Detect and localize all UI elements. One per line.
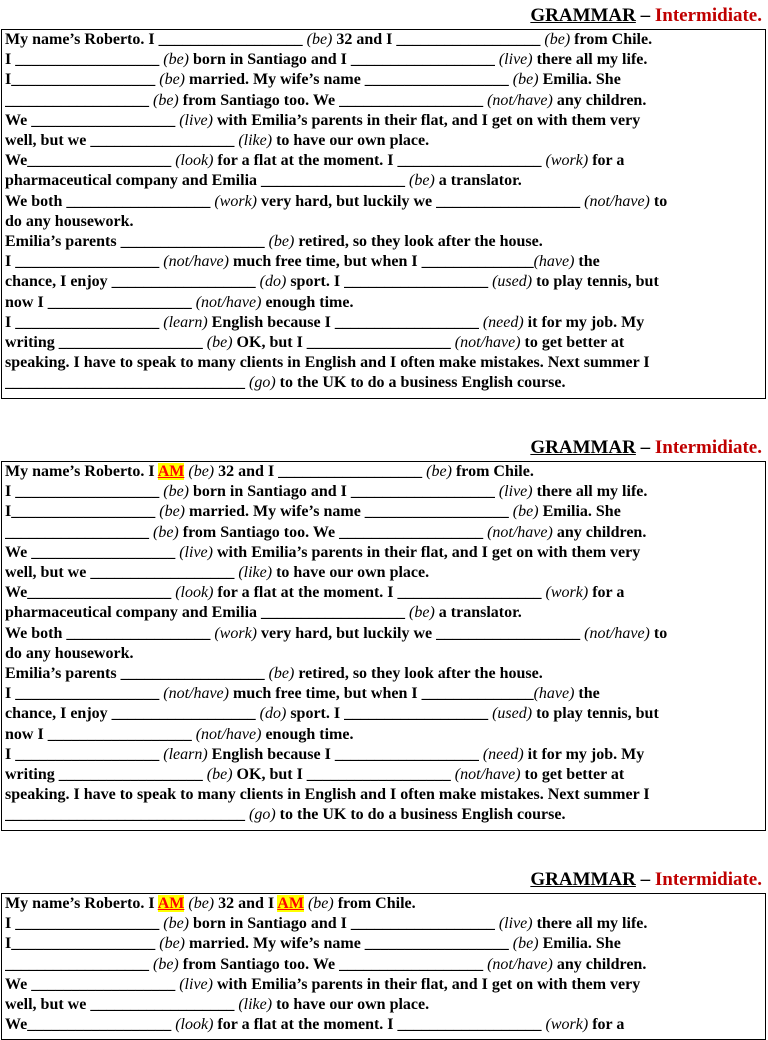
answer-blank: __________________ [66, 624, 215, 642]
verb-hint: (work) [545, 584, 593, 602]
exercise-line: We __________________ (live) with Emilia’s parents in their flat, and I get on with them very [5, 543, 641, 561]
exercise-line: __________________ (be) from Santiago too. We __________________ (not/have) any children. [5, 91, 647, 109]
answer-blank: __________________ [58, 766, 207, 784]
answer-blank: __________________ [350, 51, 499, 69]
exercise-line: now I __________________ (not/have) enough time. [5, 725, 354, 743]
verb-hint: (be) [512, 71, 543, 89]
verb-hint: (be) [206, 766, 237, 784]
exercise-line: writing __________________ (be) OK, but I __________________ (not/have) to get better at [5, 766, 625, 784]
answer-blank: __________________ [5, 523, 153, 541]
header-title: GRAMMAR [530, 5, 636, 26]
verb-hint: (need) [482, 745, 528, 763]
exercise-line: __________________ (be) from Santiago too. We __________________ (not/have) any children. [5, 955, 647, 973]
exercise-line: Emilia’s parents __________________ (be) retired, so they look after the house. [5, 665, 543, 683]
verb-hint: (work) [545, 152, 593, 170]
exercise-line: Emilia’s parents __________________ (be) retired, so they look after the house. [5, 233, 543, 251]
answer-blank: __________________ [15, 253, 164, 271]
answer-blank: __________________ [339, 91, 488, 109]
exercise-line: I__________________ (be) married. My wife’s name __________________ (be) Emilia. She [5, 503, 621, 521]
header-level: Intermidiate. [654, 437, 762, 458]
answer-blank: __________________ [47, 725, 196, 743]
verb-hint: (work) [214, 192, 261, 210]
verb-hint: (learn) [163, 313, 212, 331]
answer-blank: __________________ [11, 71, 160, 89]
verb-hint: (like) [238, 564, 277, 582]
exercise-line: I__________________ (be) married. My wife’s name __________________ (be) Emilia. She [5, 935, 621, 953]
answer-blank: __________________ [5, 91, 153, 109]
answer-highlight: AM [157, 463, 185, 480]
worksheet-header: GRAMMAR – Intermidiate. [530, 869, 762, 890]
answer-blank: __________________ [90, 132, 239, 150]
verb-hint: (have) [533, 253, 579, 271]
verb-hint: (go) [249, 806, 280, 824]
verb-hint: (be) [268, 233, 299, 251]
verb-hint: (be) [163, 51, 193, 69]
answer-blank: __________________ [15, 483, 164, 501]
answer-blank: __________________ [397, 1016, 546, 1034]
answer-blank: __________________ [15, 51, 164, 69]
answer-blank: __________________ [261, 604, 410, 622]
exercise-line: now I __________________ (not/have) enough time. [5, 293, 354, 311]
answer-blank: __________________ [11, 935, 160, 953]
verb-hint: (be) [163, 915, 193, 933]
header-title: GRAMMAR [530, 437, 636, 458]
exercise-line: I __________________ (not/have) much free time, but when I ______________(have) the [5, 685, 600, 703]
answer-blank: __________________ [5, 955, 153, 973]
exercise-line: We __________________ (live) with Emilia’s parents in their flat, and I get on with them very [5, 975, 641, 993]
verb-hint: (be) [409, 604, 439, 622]
verb-hint: (not/have) [454, 766, 525, 784]
exercise-line: I __________________ (not/have) much free time, but when I ______________(have) the [5, 253, 600, 271]
exercise-line: My name’s Roberto. I __________________ (be) 32 and I __________________ (be) from Chile. [5, 31, 653, 48]
header-level: Intermidiate. [654, 5, 762, 26]
verb-hint: (learn) [163, 745, 212, 763]
verb-hint: (look) [175, 1016, 218, 1034]
answer-blank: __________________ [306, 334, 455, 352]
worksheet-answer-2 [0, 867, 768, 1040]
answer-blank: __________________ [15, 745, 164, 763]
verb-hint: (be) [512, 935, 543, 953]
verb-hint: (be) [153, 91, 183, 109]
answer-blank: __________________ [364, 503, 513, 521]
exercise-line: speaking. I have to speak to many clients in English and I often make mistakes. Next summer I [5, 354, 650, 372]
verb-hint: (be) [206, 334, 237, 352]
answer-blank: __________________ [120, 233, 269, 251]
verb-hint: (not/have) [454, 334, 525, 352]
exercise-line: I __________________ (learn) English because I __________________ (need) it for my job. My [5, 745, 645, 763]
answer-blank: __________________ [339, 523, 488, 541]
exercise-line: We__________________ (look) for a flat at the moment. I __________________ (work) for a [5, 584, 625, 602]
verb-hint: (not/have) [584, 192, 654, 210]
answer-blank: __________________ [120, 665, 269, 683]
verb-hint: (have) [533, 685, 579, 703]
answer-blank: __________________ [15, 313, 164, 331]
answer-blank: __________________ [350, 915, 499, 933]
answer-blank: __________________ [278, 463, 427, 480]
answer-blank: __________________ [15, 915, 164, 933]
worksheet-blank [0, 3, 768, 399]
exercise-line: do any housework. [5, 212, 134, 230]
exercise-line: pharmaceutical company and Emilia __________________ (be) a translator. [5, 172, 522, 190]
answer-blank: __________________ [334, 745, 483, 763]
answer-blank: __________________ [436, 624, 585, 642]
answer-blank: __________________ [27, 584, 176, 602]
verb-hint: (be) [268, 665, 299, 683]
exercise-line: We __________________ (live) with Emilia’s parents in their flat, and I get on with them very [5, 111, 641, 129]
exercise-line: I __________________ (be) born in Santiago and I __________________ (live) there all my life. [5, 915, 648, 933]
exercise-line: __________________ (be) from Santiago too. We __________________ (not/have) any children. [5, 523, 647, 541]
answer-blank: __________________ [15, 685, 164, 703]
answer-blank: __________________ [31, 543, 180, 561]
answer-blank: __________________ [344, 705, 493, 723]
exercise-line: My name’s Roberto. I AM (be) 32 and I AM (be) from Chile. [5, 895, 416, 912]
verb-hint: (be) [159, 503, 189, 521]
answer-blank: __________________ [58, 334, 207, 352]
exercise-line: I__________________ (be) married. My wife’s name __________________ (be) Emilia. She [5, 71, 621, 89]
verb-hint: (do) [259, 273, 291, 291]
verb-hint: (be) [426, 463, 456, 480]
exercise-line: ______________________________ (go) to the UK to do a business English course. [5, 374, 566, 392]
exercise-box [1, 893, 766, 1040]
exercise-line: I __________________ (be) born in Santiago and I __________________ (live) there all my life. [5, 483, 648, 501]
answer-blank: __________________ [350, 483, 499, 501]
verb-hint: (not/have) [163, 685, 233, 703]
verb-hint: (need) [482, 313, 528, 331]
answer-blank: __________________ [364, 935, 513, 953]
exercise-box [1, 461, 766, 831]
verb-hint: (not/have) [487, 523, 557, 541]
verb-hint: (be) [188, 895, 219, 912]
verb-hint: (not/have) [163, 253, 233, 271]
verb-hint: (not/have) [584, 624, 654, 642]
answer-blank: __________________ [397, 584, 546, 602]
verb-hint: (be) [306, 31, 337, 48]
answer-blank: __________________ [90, 996, 239, 1014]
answer-blank: ______________________________ [5, 374, 249, 392]
verb-hint: (live) [498, 51, 537, 69]
verb-hint: (be) [163, 483, 193, 501]
exercise-line: do any housework. [5, 644, 134, 662]
verb-hint: (live) [498, 483, 537, 501]
answer-blank: __________________ [344, 273, 493, 291]
answer-blank: __________________ [436, 192, 585, 210]
verb-hint: (not/have) [195, 725, 266, 743]
answer-blank: __________________ [90, 564, 239, 582]
verb-hint: (live) [179, 975, 217, 993]
verb-hint: (be) [153, 955, 183, 973]
answer-blank: __________________ [31, 975, 180, 993]
answer-blank: __________________ [47, 293, 196, 311]
answer-blank: __________________ [31, 111, 180, 129]
verb-hint: (live) [498, 915, 537, 933]
exercise-line: speaking. I have to speak to many clients in English and I often make mistakes. Next summer I [5, 786, 650, 804]
answer-blank: __________________ [397, 152, 546, 170]
verb-hint: (be) [409, 172, 439, 190]
verb-hint: (be) [544, 31, 575, 48]
verb-hint: (be) [307, 895, 338, 912]
verb-hint: (used) [492, 705, 537, 723]
verb-hint: (be) [159, 71, 189, 89]
verb-hint: (not/have) [487, 91, 557, 109]
exercise-line: well, but we __________________ (like) to have our own place. [5, 996, 430, 1014]
verb-hint: (be) [188, 463, 219, 480]
exercise-line: writing __________________ (be) OK, but I __________________ (not/have) to get better at [5, 334, 625, 352]
answer-blank: __________________ [27, 1016, 176, 1034]
answer-blank: __________________ [396, 31, 545, 48]
answer-blank: __________________ [27, 152, 176, 170]
exercise-line: pharmaceutical company and Emilia __________________ (be) a translator. [5, 604, 522, 622]
answer-blank: __________________ [339, 955, 488, 973]
worksheet-header: GRAMMAR – Intermidiate. [530, 5, 762, 26]
header-title: GRAMMAR [530, 869, 636, 890]
verb-hint: (live) [179, 111, 217, 129]
exercise-line: We both __________________ (work) very hard, but luckily we __________________ (not/have) to [5, 192, 668, 210]
exercise-line: We__________________ (look) for a flat at the moment. I __________________ (work) for a [5, 1016, 625, 1034]
answer-blank: __________________ [334, 313, 483, 331]
answer-blank: ______________ [421, 253, 534, 271]
verb-hint: (work) [545, 1016, 593, 1034]
answer-blank: __________________ [66, 192, 215, 210]
answer-blank: __________________ [306, 766, 455, 784]
verb-hint: (do) [259, 705, 291, 723]
answer-blank: __________________ [111, 705, 260, 723]
verb-hint: (be) [159, 935, 189, 953]
exercise-line: chance, I enjoy __________________ (do) sport. I __________________ (used) to play tennis, but [5, 705, 659, 723]
exercise-line: We__________________ (look) for a flat at the moment. I __________________ (work) for a [5, 152, 625, 170]
answer-blank: __________________ [261, 172, 410, 190]
answer-blank: __________________ [111, 273, 260, 291]
verb-hint: (used) [492, 273, 537, 291]
verb-hint: (live) [179, 543, 217, 561]
exercise-box [1, 29, 766, 399]
verb-hint: (like) [238, 132, 277, 150]
verb-hint: (not/have) [195, 293, 266, 311]
exercise-line: well, but we __________________ (like) to have our own place. [5, 132, 430, 150]
verb-hint: (be) [512, 503, 543, 521]
verb-hint: (be) [153, 523, 183, 541]
exercise-line: I __________________ (be) born in Santiago and I __________________ (live) there all my life. [5, 51, 648, 69]
answer-highlight: AM [157, 895, 185, 912]
answer-blank: __________________ [11, 503, 160, 521]
worksheet-header: GRAMMAR – Intermidiate. [530, 437, 762, 458]
verb-hint: (look) [175, 152, 218, 170]
verb-hint: (look) [175, 584, 218, 602]
answer-highlight: AM [277, 895, 304, 912]
answer-blank: __________________ [158, 31, 307, 48]
answer-blank: ______________________________ [5, 806, 249, 824]
exercise-line: ______________________________ (go) to the UK to do a business English course. [5, 806, 566, 824]
verb-hint: (work) [214, 624, 261, 642]
header-level: Intermidiate. [654, 869, 762, 890]
exercise-line: I __________________ (learn) English because I __________________ (need) it for my job. My [5, 313, 645, 331]
verb-hint: (go) [249, 374, 280, 392]
verb-hint: (not/have) [487, 955, 557, 973]
exercise-line: My name’s Roberto. I AM (be) 32 and I __________________ (be) from Chile. [5, 463, 534, 480]
exercise-line: We both __________________ (work) very hard, but luckily we __________________ (not/have) to [5, 624, 668, 642]
exercise-line: well, but we __________________ (like) to have our own place. [5, 564, 430, 582]
worksheet-answer-1 [0, 435, 768, 831]
verb-hint: (like) [238, 996, 277, 1014]
exercise-line: chance, I enjoy __________________ (do) sport. I __________________ (used) to play tennis, but [5, 273, 659, 291]
answer-blank: ______________ [421, 685, 534, 703]
answer-blank: __________________ [364, 71, 513, 89]
